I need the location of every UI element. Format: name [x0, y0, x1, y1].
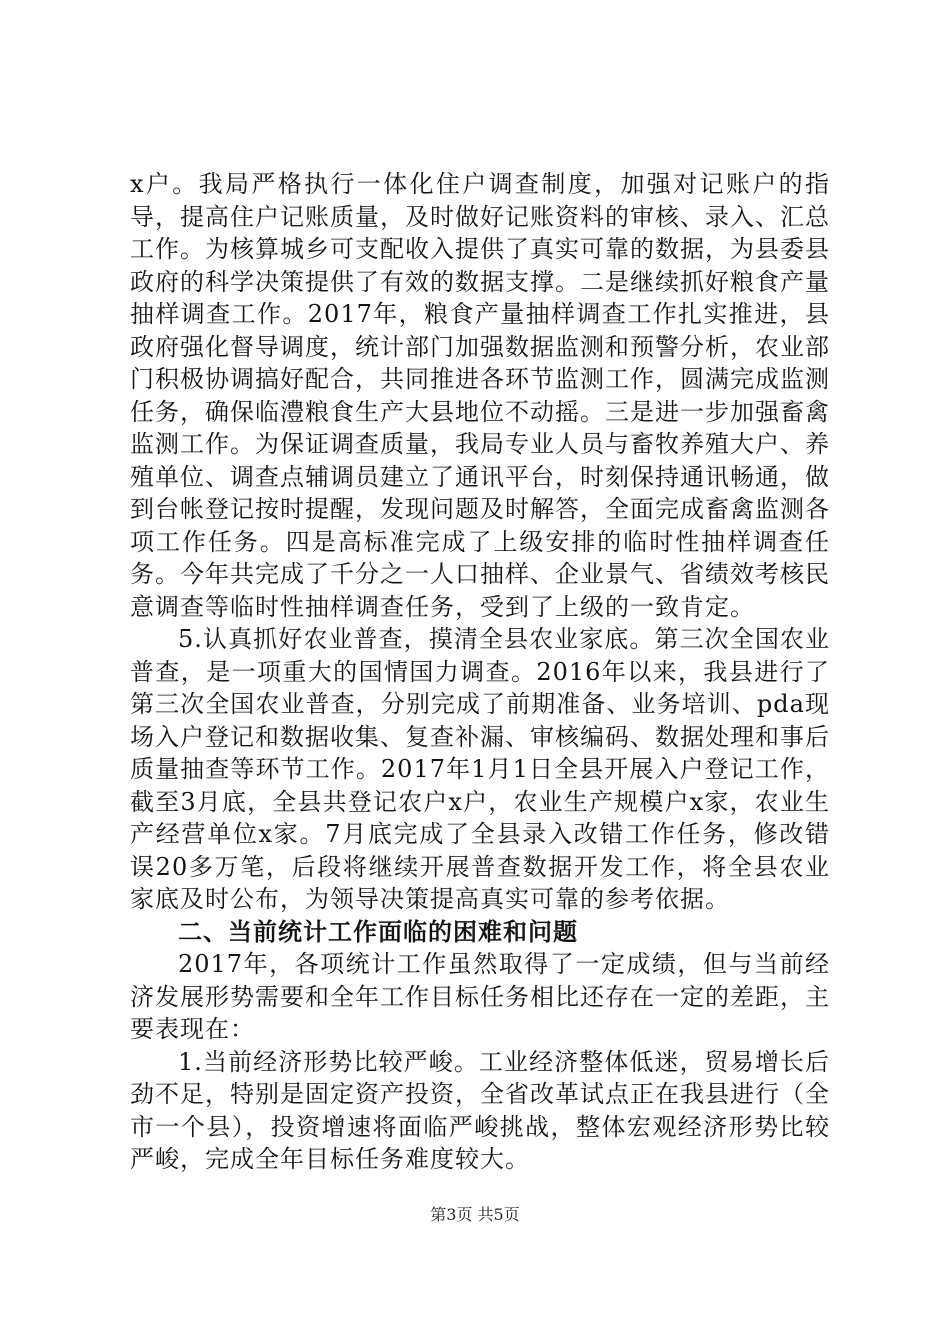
- section-heading: 二、当前统计工作面临的困难和问题: [178, 917, 578, 946]
- body-paragraph: 2017年，各项统计工作虽然取得了一定成绩，但与当前经济发展形势需要和全年工作目标任务相比还存在一定的差距，主要表现在：: [130, 950, 830, 1043]
- document-body: [130, 168, 830, 1176]
- page-footer: 第3页 共5页: [430, 1205, 520, 1224]
- body-paragraph: x户。我局严格执行一体化住户调查制度，加强对记账户的指导，提高住户记账质量，及时做好记账资料的审核、录入、汇总工作。为核算城乡可支配收入提供了真实可靠的数据，为县委县政府的科学决策提供了有效的数据支撑。二是继续抓好粮食产量抽样调查工作。2017年，粮食产量抽样调查工作扎实推进，县政府强化督导调度，统计部门加强数据监测和预警分析，农业部门积极协调搞好配合，共同推进各环节监测工作，圆满完成监测任务，确保临澧粮食生产大县地位不动摇。三是进一步加强畜禽监测工作。为保证调查质量，我局专业人员与畜牧养殖大户、养殖单位、调查点辅调员建立了通讯平台，时刻保持通讯畅通，做到台帐登记按时提醒，发现问题及时解答，全面完成畜禽监测各项工作任务。四是高标准完成了上级安排的临时性抽样调查任务。今年共完成了千分之一人口抽样、企业景气、省绩效考核民意调查等临时性抽样调查任务，受到了上级的一致肯定。: [130, 170, 830, 621]
- body-paragraph: 5.认真抓好农业普查，摸清全县农业家底。第三次全国农业普查，是一项重大的国情国力调查。2016年以来，我县进行了第三次全国农业普查，分别完成了前期准备、业务培训、pda现场入户登记和数据收集、复查补漏、审核编码、数据处理和事后质量抽查等环节工作。2017年1月1日全县开展入户登记工作，截至3月底，全县共登记农户x户，农业生产规模户x家，农业生产经营单位x家。7月底完成了全县录入改错工作任务，修改错误20多万笔，后段将继续开展普查数据开发工作，将全县农业家底及时公布，为领导决策提高真实可靠的参考依据。: [130, 625, 830, 913]
- body-paragraph: 1.当前经济形势比较严峻。工业经济整体低迷，贸易增长后劲不足，特别是固定资产投资，全省改革试点正在我县进行（全市一个县），投资增速将面临严峻挑战，整体宏观经济形势比较严峻，完成全年目标任务难度较大。: [130, 1047, 830, 1173]
